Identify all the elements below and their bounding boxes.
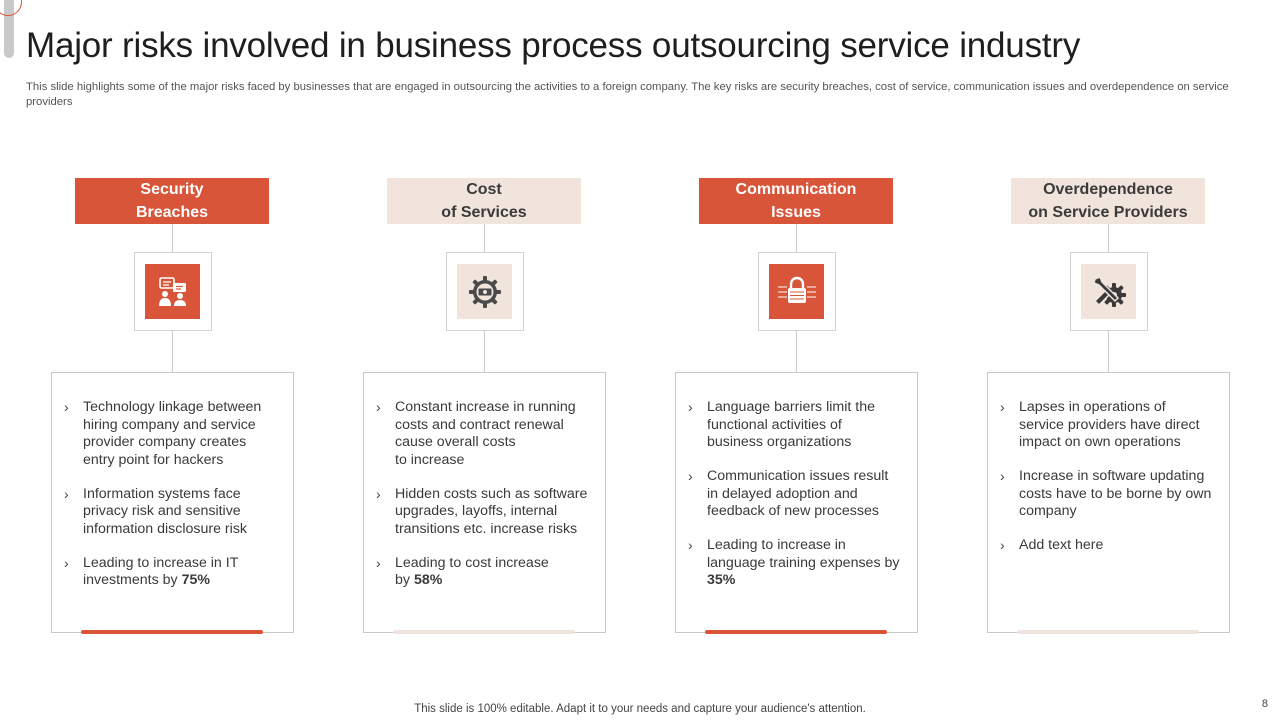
chevron-right-icon: › xyxy=(64,399,69,415)
chevron-right-icon: › xyxy=(688,537,693,553)
risk-card xyxy=(51,372,294,633)
chevron-right-icon: › xyxy=(1000,399,1005,415)
risk-header: Security Breaches xyxy=(75,178,269,224)
chevron-right-icon: › xyxy=(1000,537,1005,553)
bullet-item: › Hidden costs such as software upgrades, layoffs, internal transitions etc. increase risks xyxy=(376,485,588,537)
chevron-right-icon: › xyxy=(64,554,69,571)
risk-column-communication xyxy=(675,178,919,638)
connector-line xyxy=(484,331,485,373)
icon-frame xyxy=(446,252,524,331)
bullet-item: › Language barriers limit the functional activities of business organizations xyxy=(688,399,875,450)
card-accent-bar xyxy=(393,630,575,634)
risk-card xyxy=(675,372,918,633)
connector-line xyxy=(172,224,173,252)
risk-card xyxy=(363,372,606,633)
slide-footer: This slide is 100% editable. Adapt it to your needs and capture your audience's attention. xyxy=(414,703,866,715)
chevron-right-icon: › xyxy=(688,468,693,484)
connector-line xyxy=(796,331,797,373)
risk-header: Cost of Services xyxy=(387,178,581,224)
icon-frame xyxy=(134,252,212,331)
card-accent-bar xyxy=(1017,630,1199,634)
wrench-gear-icon xyxy=(1081,264,1136,319)
risk-header: Overdependence on Service Providers xyxy=(1011,178,1205,224)
connector-line xyxy=(1108,331,1109,373)
bullet-item: › Increase in software updating costs have to be borne by own company xyxy=(1000,468,1212,519)
people-chat-icon xyxy=(145,264,200,319)
bullet-item: › Communication issues result in delayed adoption and feedback of new processes xyxy=(688,468,889,519)
icon-frame xyxy=(1070,252,1148,331)
bullet-item: › Leading to increase in IT investments by 75% xyxy=(64,554,239,588)
gear-money-icon xyxy=(457,264,512,319)
lock-network-icon xyxy=(769,264,824,319)
bullet-item: › Lapses in operations of service providers have direct impact on own operations xyxy=(1000,399,1200,450)
bullet-item: › Constant increase in running costs and contract renewal cause overall costs to increase xyxy=(376,399,576,468)
card-accent-bar xyxy=(81,630,263,634)
chevron-right-icon: › xyxy=(376,399,381,415)
risk-column-security xyxy=(51,178,295,638)
bullet-item: › Leading to increase in language training expenses by 35% xyxy=(688,537,900,588)
connector-line xyxy=(484,224,485,252)
connector-line xyxy=(796,224,797,252)
icon-frame xyxy=(758,252,836,331)
bullet-item: › Information systems face privacy risk and sensitive information disclosure risk xyxy=(64,485,248,537)
connector-line xyxy=(1108,224,1109,252)
corner-accent-circle xyxy=(0,0,22,16)
bullet-item[interactable]: › Add text here xyxy=(1000,537,1104,553)
slide-subtitle: This slide highlights some of the major risks faced by businesses that are engaged in outsourcing the activities to a foreign company. The key risks are security breaches, cost of service, communication issues and overdependence on service providers xyxy=(26,81,1229,108)
connector-line xyxy=(172,331,173,373)
chevron-right-icon: › xyxy=(1000,468,1005,484)
bullet-item: › Leading to cost increase by 58% xyxy=(376,554,549,588)
risk-header: Communication Issues xyxy=(699,178,893,224)
chevron-right-icon: › xyxy=(64,485,69,502)
risk-card xyxy=(987,372,1230,633)
card-accent-bar xyxy=(705,630,887,634)
chevron-right-icon: › xyxy=(376,485,381,502)
page-number: 8 xyxy=(1261,698,1268,710)
bullet-item: › Technology linkage between hiring company and service provider company creates entry point for hackers xyxy=(64,399,262,468)
risk-column-cost xyxy=(363,178,607,638)
chevron-right-icon: › xyxy=(376,554,381,571)
risk-column-overdependence xyxy=(987,178,1231,638)
slide-title: Major risks involved in business process outsourcing service industry xyxy=(26,26,1081,65)
chevron-right-icon: › xyxy=(688,399,693,415)
